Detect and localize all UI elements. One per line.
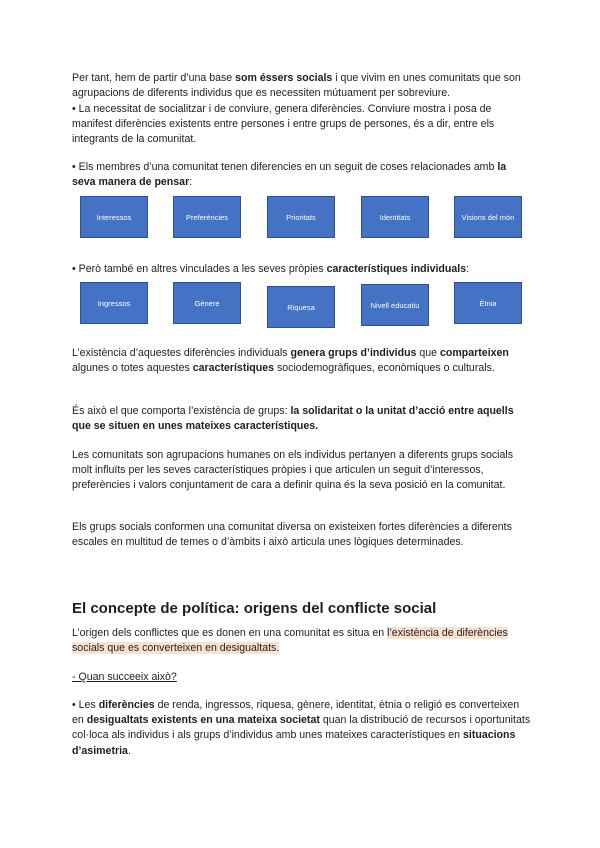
box-visions: Visions del món (454, 196, 522, 238)
bold-text: característiques individuals (326, 263, 467, 275)
bold-text: desigualtats existents en una mateixa societat (86, 714, 320, 727)
paragraph-inequalities (72, 698, 532, 759)
paragraph-communities: Les comunitats son agrupacions humanes on els individus pertanyen a diferents grups socials molt influïts per les seves característiques pròpies i que articulen un seguit d’interessos, preferències i valors conjuntament de cara a definir quina és la seva posició en la comunitat. (72, 449, 514, 492)
bold-text: característiques (192, 362, 275, 375)
text: • Els membres d’una comunitat tenen diferencies en un seguit de coses relacionades amb (72, 161, 498, 173)
paragraph-social-groups: Els grups socials conformen una comunitat diversa on existeixen fortes diferències a diferents escales en multitud de temes o d’àmbits i això articula unes lògiques determinades. (72, 521, 512, 549)
text: Per tant, hem de partir d’una base (72, 72, 236, 84)
text: • Les (72, 699, 99, 711)
text: És això el que comporta l’existència de grups: (72, 405, 291, 417)
box-riquesa: Riquesa (267, 286, 335, 328)
box-row-thinking (80, 196, 530, 238)
box-preferencies: Preferències (173, 196, 241, 238)
paragraph-intro (72, 71, 532, 101)
text: : (189, 176, 193, 189)
box-genere: Gènere (173, 282, 241, 324)
paragraph-socialize: • La necessitat de socialitzar i de conviure, genera diferències. Conviure mostra i posa de manifest diferències existents entre persones i entre grups de persones, és a dir, entre els integrants de la comunitat. (72, 103, 495, 146)
text: • Però també en altres vinculades a les seves pròpies (72, 263, 327, 275)
bold-text: som éssers socials (235, 72, 333, 84)
text: : (466, 263, 470, 275)
box-interessos: Interessos (80, 196, 148, 238)
box-prioritats: Prioritats (267, 196, 335, 238)
bold-text: comparteixen (440, 347, 509, 359)
subheading-question: - Quan succeeix això? (72, 671, 177, 683)
text: L’existència d’aquestes diferències individuals (72, 347, 291, 359)
bold-text: situacions d’asimetria (72, 729, 516, 757)
paragraph-differences (72, 160, 532, 190)
bold-text: la seva manera de pensar (72, 161, 507, 189)
paragraph-origin (72, 626, 532, 656)
highlighted-text: l’existència de diferències socials que es converteixen en desigualtats. (72, 627, 508, 655)
text: de renda, ingressos, riquesa, gènere, identitat, ètnia o religió es converteixen en (72, 699, 520, 727)
text: algunes o totes aquestes (72, 362, 193, 375)
paragraph-individual (72, 262, 532, 277)
bold-text: la solidaritat o la unitat d’acció entre aquells que se situen en unes mateixes característiques. (72, 405, 514, 433)
text: quan la distribució de recursos i oportunitats col·loca als individus i als grups d’individus amb unes mateixes característiques en (72, 714, 531, 742)
text: i que vivim en unes comunitats que son agrupacions de diferents individus que es necessiten mútuament per sobreviure. (72, 72, 521, 100)
text: L’origen dels conflictes que es donen en una comunitat es situa en (72, 627, 388, 639)
text: que (416, 347, 441, 359)
text: . (127, 744, 131, 757)
box-identitats: Identitats (361, 196, 429, 238)
paragraph-solidarity (72, 404, 532, 434)
box-row-individual (80, 282, 530, 324)
paragraph-groups (72, 346, 532, 376)
bold-text: diferències (98, 699, 155, 711)
section-heading: El concepte de política: origens del conflicte social (72, 600, 437, 617)
text: sociodemogràfiques, econòmiques o culturals. (274, 362, 495, 375)
bold-text: genera grups d’individus (290, 347, 417, 359)
box-etnia: Ètnia (454, 282, 522, 324)
box-ingressos: Ingressos (80, 282, 148, 324)
box-nivell-educatiu: Nivell educatiu (361, 284, 429, 326)
